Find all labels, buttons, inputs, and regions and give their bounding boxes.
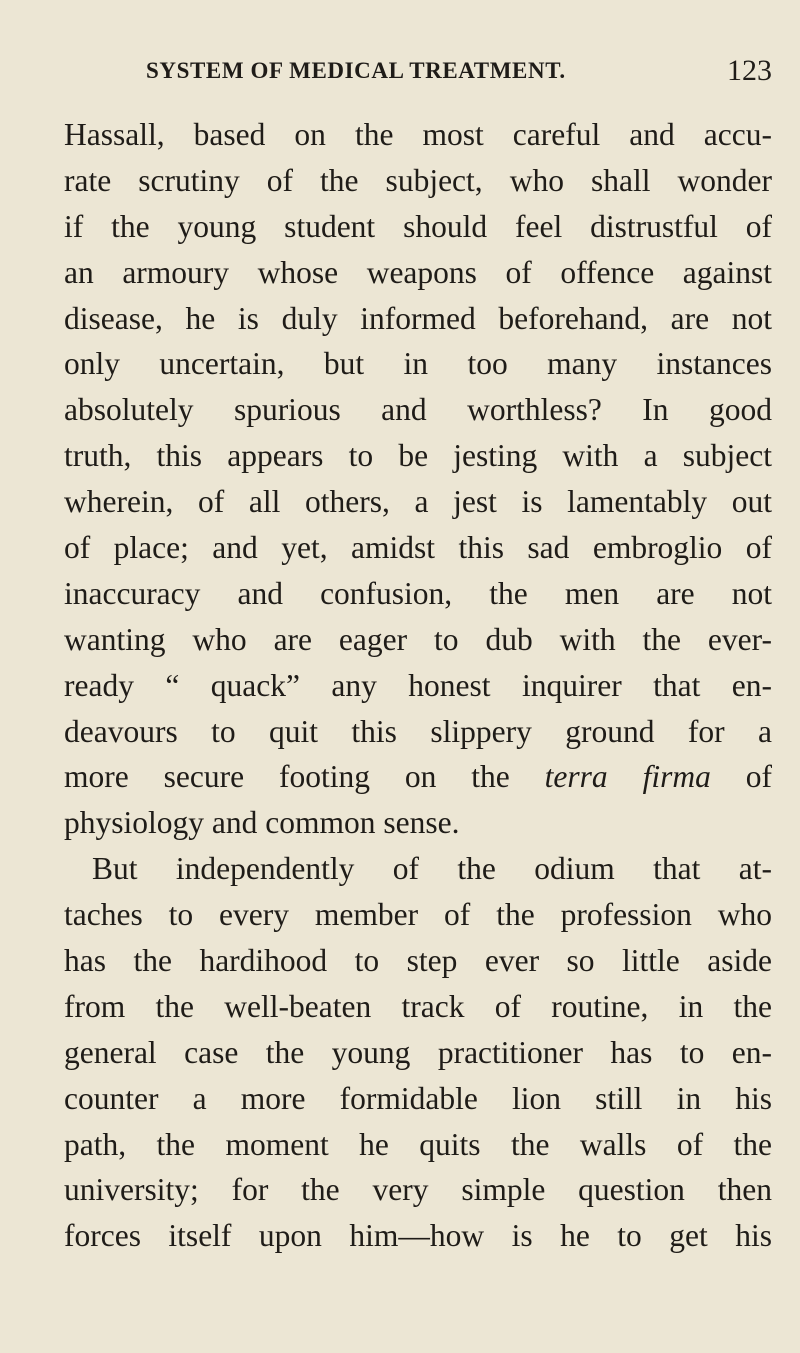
text-line: of place; and yet, amidst this sad embroglio of [64,530,772,566]
text-segment: of [710,759,772,795]
paragraph-end-line: physiology and common sense. [64,805,460,841]
text-line-with-italic [64,754,772,800]
italic-phrase: terra firma [544,759,711,795]
text-line: from the well-beaten track of routine, in the [64,988,772,1024]
page-number: 123 [727,54,772,87]
text-line: Hassall, based on the most careful and accu- [64,117,772,152]
body-text [64,112,772,1259]
running-head [146,54,776,98]
text-line: ready “ quack” any honest inquirer that en- [64,667,772,703]
text-line: inaccuracy and confusion, the men are not [64,575,772,611]
text-line: counter a more formidable lion still in his [64,1080,772,1116]
text-line: forces itself upon him—how is he to get his [64,1218,772,1254]
text-line: truth, this appears to be jesting with a subject [64,438,772,474]
text-line: absolutely spurious and worthless? In good [64,392,772,428]
text-line: has the hardihood to step ever so little aside [64,943,772,979]
text-line: wherein, of all others, a jest is lamentably out [64,484,772,520]
text-line: deavours to quit this slippery ground for a [64,713,772,749]
running-head-title: SYSTEM OF MEDICAL TREATMENT. [146,58,566,83]
text-line: university; for the very simple question then [64,1172,772,1208]
text-segment: more secure footing on the [64,759,545,795]
text-line: an armoury whose weapons of offence against [64,254,772,290]
text-line: disease, he is duly informed beforehand, are not [64,300,772,336]
text-line: general case the young practitioner has to en- [64,1034,772,1070]
text-line: if the young student should feel distrustful of [64,208,772,244]
text-line: path, the moment he quits the walls of the [64,1126,772,1162]
text-line: only uncertain, but in too many instances [64,346,772,382]
text-line: taches to every member of the profession who [64,897,772,933]
paragraph-start-line: But independently of the odium that at- [92,851,772,887]
text-line: rate scrutiny of the subject, who shall wonder [64,162,772,198]
text-line: wanting who are eager to dub with the ever- [64,621,772,657]
